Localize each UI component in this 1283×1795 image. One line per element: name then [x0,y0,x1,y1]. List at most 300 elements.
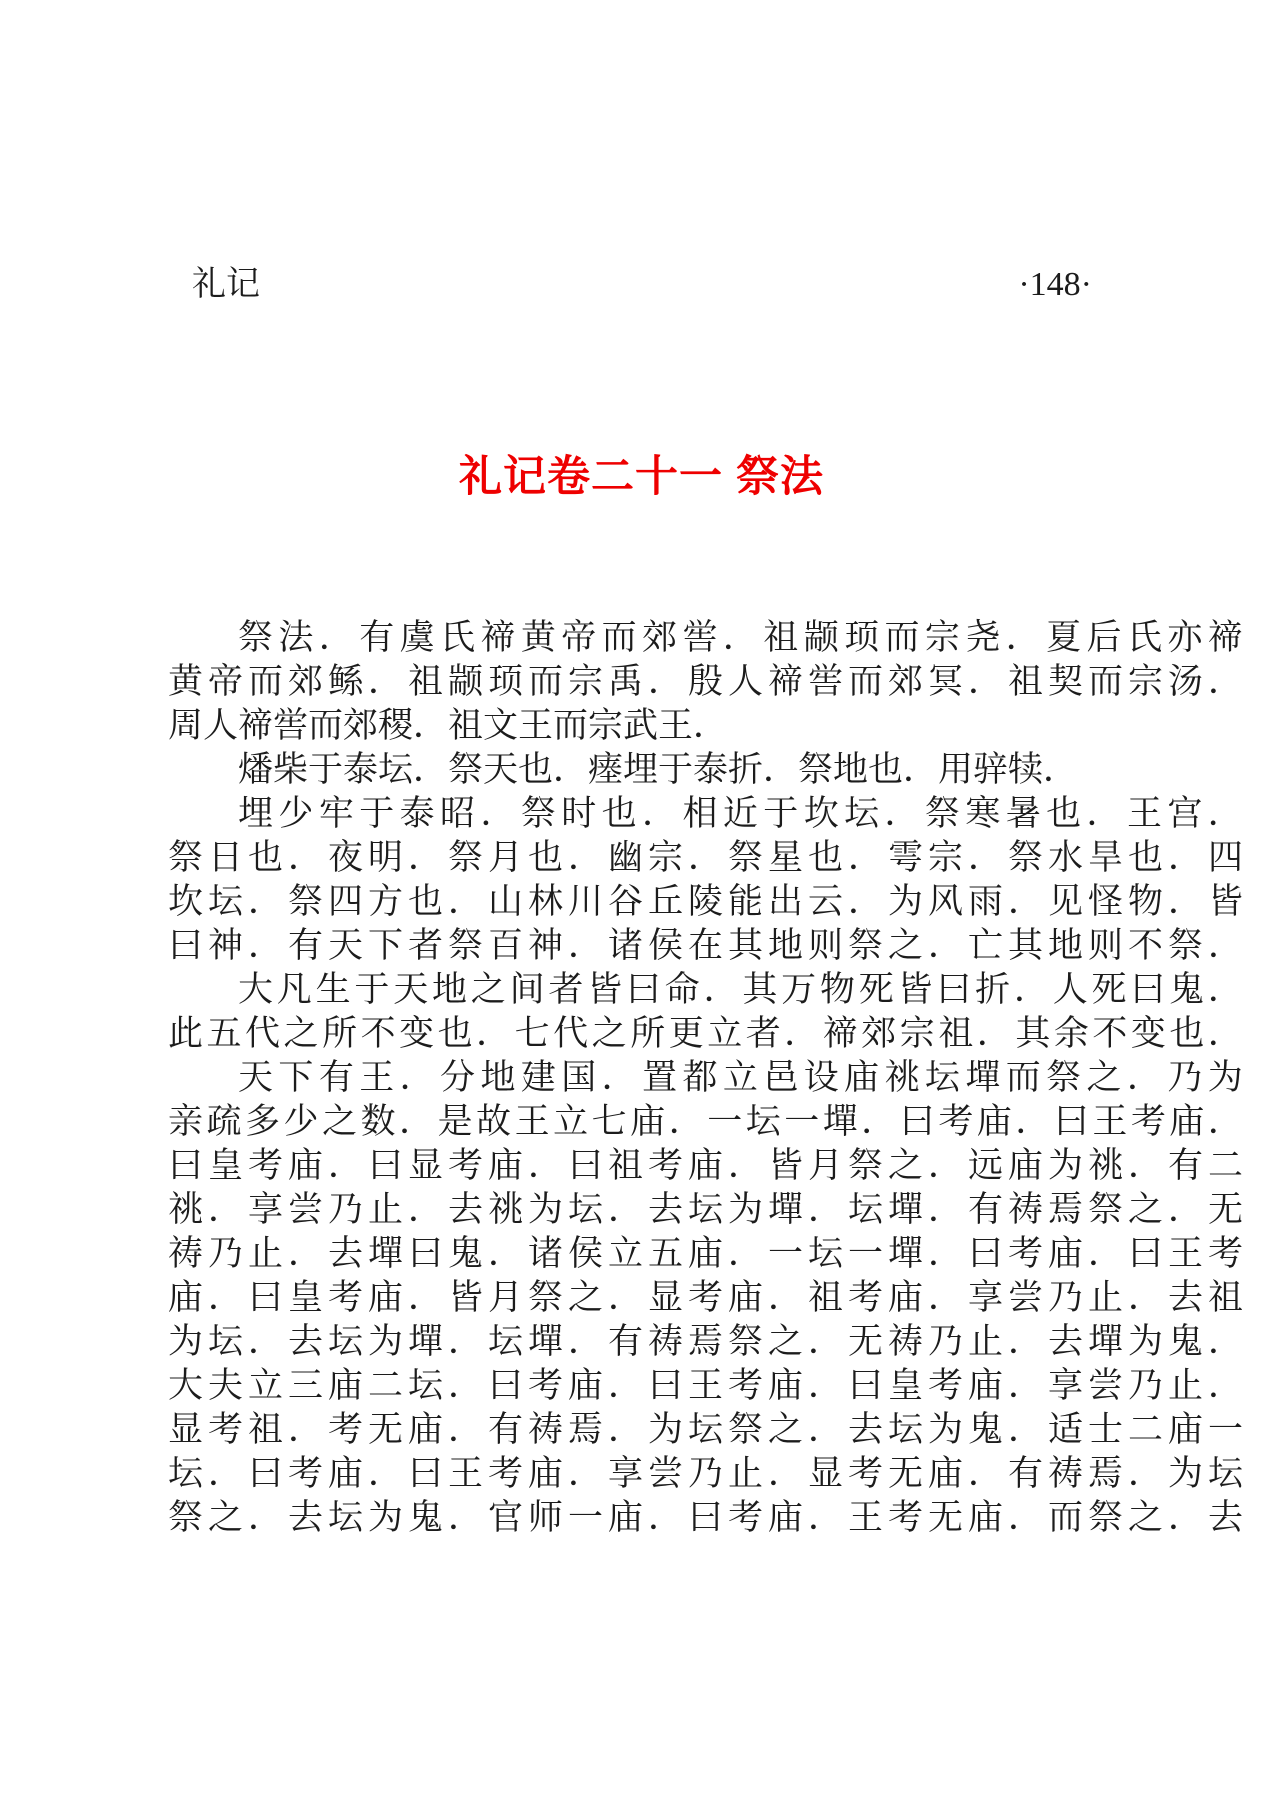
character-cell: 祖 [448,706,484,745]
character-cell: 曰 [968,1234,1004,1273]
character-cell: 墠 [822,1102,858,1141]
character-cell: ． [848,882,884,921]
character-cell: ． [861,1102,897,1141]
character-cell: ． [248,1322,284,1361]
character-cell: 喾 [808,662,844,701]
character-cell: 皆 [587,970,623,1009]
character-cell: 下 [368,926,404,965]
character-cell: ． [1128,1278,1164,1317]
character-cell: 于 [354,970,390,1009]
character-cell: ． [903,750,939,789]
character-cell: 而 [1005,1058,1041,1097]
character-cell: 止 [728,1454,764,1493]
character-cell: 王 [514,1102,550,1141]
character-cell: 为 [728,1190,764,1229]
character-cell: 相 [682,794,718,833]
character-cell: 于 [359,794,395,833]
character-cell: 不 [1092,1014,1128,1053]
character-cell: 去 [288,1498,324,1537]
text-line [168,924,1243,968]
text-line [168,1496,1243,1540]
character-cell: 鬼 [1169,970,1205,1009]
character-cell: ． [288,838,324,877]
character-cell: ． [1008,1366,1044,1405]
character-cell: 庙 [968,1498,1004,1537]
character-cell: 凡 [276,970,312,1009]
character-cell: 泰 [399,794,435,833]
character-cell: 庙 [568,1366,604,1405]
character-cell: 则 [808,926,844,965]
character-cell: ． [288,1410,324,1449]
character-cell: 颛 [803,618,839,657]
character-cell: 骍 [973,750,1009,789]
text-line [168,1364,1243,1408]
character-cell: 禹 [608,662,644,701]
text-line [168,660,1243,704]
character-cell: ． [722,618,758,657]
character-cell: 见 [1048,882,1084,921]
character-cell: 者 [745,1014,781,1053]
character-cell: 雩 [888,838,924,877]
character-cell: 王 [658,706,694,745]
character-cell: 曰 [248,1278,284,1317]
character-cell: ． [601,1058,637,1097]
character-cell: ． [648,1498,684,1537]
character-cell: ． [784,1014,820,1053]
character-cell: 享 [608,1454,644,1493]
text-line [168,1144,1243,1188]
character-cell: 有 [318,1058,354,1097]
character-cell: 瘗 [588,750,624,789]
character-cell: 祷 [888,1322,924,1361]
character-cell: ． [1128,1454,1164,1493]
character-cell: 考 [248,1146,284,1185]
character-cell: ． [413,706,449,745]
character-cell: 间 [509,970,545,1009]
character-cell: 都 [682,1058,718,1097]
character-cell: 人 [728,662,764,701]
character-cell: 远 [968,1146,1004,1185]
character-cell: ． [1208,1366,1243,1405]
character-cell: 乃 [688,1454,724,1493]
character-cell: 星 [768,838,804,877]
character-cell: 坛 [168,1454,204,1493]
character-cell: ． [1088,1234,1124,1273]
character-cell: 能 [728,882,764,921]
character-cell: ． [688,838,724,877]
character-cell: ． [1008,1322,1044,1361]
character-cell: 立 [553,1102,589,1141]
character-cell: ． [1005,618,1041,657]
character-cell: ． [808,1190,844,1229]
character-cell: 用 [938,750,974,789]
character-cell: 坛 [378,750,414,789]
character-cell: 坛 [408,1366,444,1405]
character-cell: 王 [518,706,554,745]
character-cell: ． [1208,1322,1243,1361]
character-cell: 帝 [208,662,244,701]
character-cell: 之 [283,1014,319,1053]
character-cell: 祭 [1008,838,1044,877]
character-cell: 庙 [408,1410,444,1449]
character-cell: 七 [514,1014,550,1053]
character-cell: 祭 [448,838,484,877]
character-cell: 时 [561,794,597,833]
character-cell: ． [608,1190,644,1229]
character-cell: 燔 [238,750,274,789]
character-cell: 殷 [688,662,724,701]
character-cell: 为 [1128,1322,1164,1361]
character-cell: 郊 [288,662,324,701]
character-cell: 祖 [1208,1278,1243,1317]
character-cell: 亡 [968,926,1004,965]
character-cell: ． [1207,794,1243,833]
character-cell: 皇 [208,1146,244,1185]
character-cell: 埋 [238,794,274,833]
character-cell: 人 [1052,970,1088,1009]
character-cell: 少 [283,1102,319,1141]
character-cell: 焉 [688,1322,724,1361]
character-cell: ． [328,1146,364,1185]
character-cell: 考 [728,1366,764,1405]
character-cell: ． [480,794,516,833]
character-cell: 折 [728,750,764,789]
character-cell: 坛 [1208,1454,1243,1493]
character-cell: 一 [784,1102,820,1141]
character-cell: 祷 [1008,1190,1044,1229]
character-cell: 祧 [1088,1146,1124,1185]
character-cell: 庙 [688,1234,724,1273]
character-cell: 之 [1128,1190,1164,1229]
character-cell: 曰 [899,1102,935,1141]
character-cell: 显 [408,1146,444,1185]
character-cell: ． [693,706,729,745]
character-cell: 冥 [928,662,964,701]
character-cell: 曰 [936,970,972,1009]
character-cell: 止 [368,1190,404,1229]
character-cell: 也 [1169,1014,1205,1053]
character-cell: 曰 [568,1146,604,1185]
character-cell: 考 [328,1410,364,1449]
character-cell: 五 [206,1014,242,1053]
character-cell: 祭 [168,1498,204,1537]
character-cell: 之 [888,1146,924,1185]
character-cell: 考 [288,1454,324,1493]
character-cell: 祭 [1046,1058,1082,1097]
character-cell: 立 [707,1014,743,1053]
character-cell: 而 [308,706,344,745]
character-cell: 帝 [561,618,597,657]
character-cell: 祧 [884,1058,920,1097]
character-cell: 幽 [608,838,644,877]
character-cell: 墠 [965,1058,1001,1097]
character-cell: 无 [368,1410,404,1449]
character-cell: 墠 [1088,1322,1124,1361]
character-cell: ． [568,926,604,965]
character-cell: ． [928,1190,964,1229]
character-cell: 疏 [206,1102,242,1141]
character-cell: 曰 [648,1366,684,1405]
character-cell: 庙 [488,1146,524,1185]
character-cell: 皆 [1208,882,1243,921]
character-cell: 也 [528,838,564,877]
character-cell: ． [608,1410,644,1449]
character-cell: 有 [1008,1454,1044,1493]
character-cell: 宗 [928,838,964,877]
character-cell: 祭 [1168,926,1204,965]
text-line [168,1452,1243,1496]
character-cell: 曰 [1128,1234,1164,1273]
character-cell: 其 [1015,1014,1051,1053]
character-cell: ． [208,1278,244,1317]
character-cell: 二 [368,1366,404,1405]
character-cell: 禘 [480,618,516,657]
character-cell: 庙 [728,1278,764,1317]
character-cell: 庙 [168,1278,204,1317]
character-cell: 王 [1092,1102,1128,1141]
character-cell: 风 [928,882,964,921]
character-cell: 地 [768,926,804,965]
character-cell: 祭 [848,926,884,965]
character-cell: 士 [1088,1410,1124,1449]
character-cell: 坎 [168,882,204,921]
character-cell: ． [768,1454,804,1493]
character-cell: 而 [601,618,637,657]
character-cell: 一 [707,1102,743,1141]
character-cell: 夏 [1046,618,1082,657]
character-cell: 而 [884,618,920,657]
character-cell: 乃 [328,1190,364,1229]
character-cell: 王 [1126,794,1162,833]
character-cell: 为 [888,882,924,921]
character-cell: 郊 [642,618,678,657]
character-cell: 而 [1048,1498,1084,1537]
character-cell: 有 [1168,1146,1204,1185]
character-cell: ． [968,662,1004,701]
character-cell: ． [1013,970,1049,1009]
character-cell: 鬼 [448,1234,484,1273]
character-cell: 日 [208,838,244,877]
character-cell: 有 [488,1410,524,1449]
character-cell: 山 [488,882,524,921]
character-cell: 黄 [520,618,556,657]
character-cell: ． [808,1410,844,1449]
character-cell: 坛 [844,794,880,833]
character-cell: 丘 [648,882,684,921]
character-cell: ． [568,1322,604,1361]
character-cell: 泰 [343,750,379,789]
character-cell: 曰 [688,1498,724,1537]
character-cell: 云 [808,882,844,921]
character-cell: 曰 [625,970,661,1009]
character-cell: 是 [437,1102,473,1141]
character-cell: 二 [1208,1146,1243,1185]
character-cell: 鬼 [968,1410,1004,1449]
character-cell: 人 [203,706,239,745]
character-cell: 喾 [273,706,309,745]
text-line [168,836,1243,880]
character-cell: ． [763,750,799,789]
character-cell: 祭 [728,1410,764,1449]
character-cell: 顼 [844,618,880,657]
character-cell: 后 [1086,618,1122,657]
character-cell: 坛 [568,1190,604,1229]
character-cell: 焉 [1048,1190,1084,1229]
character-cell: 王 [359,1058,395,1097]
character-cell: 墠 [528,1322,564,1361]
character-cell: 皆 [768,1146,804,1185]
character-cell: 有 [608,1322,644,1361]
character-cell: 坛 [924,1058,960,1097]
character-cell: 夜 [328,838,364,877]
character-cell: 乃 [1048,1278,1084,1317]
character-cell: 有 [968,1190,1004,1229]
character-cell: ． [848,838,884,877]
character-cell: 诸 [528,1234,564,1273]
text-line [168,1188,1243,1232]
character-cell: ． [928,1278,964,1317]
character-cell: 之 [322,1102,358,1141]
character-cell: 尝 [1088,1366,1124,1405]
character-cell: ． [288,1234,324,1273]
character-cell: 墠 [888,1190,924,1229]
character-cell: ． [608,1278,644,1317]
character-cell: 祭 [238,618,274,657]
character-cell: 诸 [608,926,644,965]
character-cell: 立 [608,1234,644,1273]
character-cell: 天 [238,1058,274,1097]
character-cell: 祖 [608,1146,644,1185]
character-cell: 庙 [844,1058,880,1097]
character-cell: 旱 [1088,838,1124,877]
character-cell: 物 [819,970,855,1009]
character-cell: 尝 [1008,1278,1044,1317]
text-line [168,616,1243,660]
character-cell: ． [248,1498,284,1537]
character-cell: 而 [248,662,284,701]
character-cell: 尝 [288,1190,324,1229]
character-cell: 禘 [768,662,804,701]
character-cell: 止 [968,1322,1004,1361]
character-cell: 所 [630,1014,666,1053]
character-cell: 庙 [328,1366,364,1405]
character-cell: 祭 [1088,1498,1124,1537]
character-cell: 为 [648,1410,684,1449]
character-cell: 氏 [440,618,476,657]
character-cell: 显 [808,1454,844,1493]
text-line [168,704,1243,748]
character-cell: ． [408,1278,444,1317]
character-cell: 为 [368,1322,404,1361]
character-cell: 考 [448,1146,484,1185]
character-cell: 无 [888,1454,924,1493]
character-cell: 王 [688,1366,724,1405]
character-cell: 昭 [440,794,476,833]
character-cell: 喾 [682,618,718,657]
character-cell: 故 [476,1102,512,1141]
character-cell: 变 [399,1014,435,1053]
character-cell: 七 [591,1102,627,1141]
character-cell: 祖 [408,662,444,701]
character-cell: 坛 [888,1410,924,1449]
character-cell: ． [928,1234,964,1273]
character-cell: 考 [1130,1102,1166,1141]
character-cell: 显 [168,1410,204,1449]
character-cell: 立 [248,1366,284,1405]
character-cell: 川 [568,882,604,921]
character-cell: 不 [1128,926,1164,965]
character-cell: 之 [768,1410,804,1449]
text-line [168,880,1243,924]
character-cell: ． [476,1014,512,1053]
character-cell: 邑 [763,1058,799,1097]
character-cell: ． [448,882,484,921]
character-cell: ． [1008,1410,1044,1449]
character-cell: ． [568,838,604,877]
character-cell: 三 [288,1366,324,1405]
character-cell: 鲧 [328,662,364,701]
character-cell: 变 [1130,1014,1166,1053]
character-cell: 坛 [688,1410,724,1449]
character-cell: 宗 [568,662,604,701]
character-cell: 庙 [288,1146,324,1185]
character-cell: ． [968,1454,1004,1493]
header-book-title: 礼记 [192,266,260,303]
character-cell: 一 [568,1498,604,1537]
character-cell: 考 [848,1278,884,1317]
character-cell: 也 [437,1014,473,1053]
character-cell: 命 [664,970,700,1009]
character-cell: 适 [1048,1410,1084,1449]
character-cell: 近 [722,794,758,833]
character-cell: 多 [245,1102,281,1141]
character-cell: 寒 [965,794,1001,833]
character-cell: 不 [360,1014,396,1053]
character-cell: 考 [1008,1234,1044,1273]
character-cell: 下 [278,1058,314,1097]
character-cell: 坛 [808,1234,844,1273]
character-cell: 曰 [368,1146,404,1185]
character-cell: 也 [1046,794,1082,833]
character-cell: 祖 [938,1014,974,1053]
character-cell: 显 [648,1278,684,1317]
text-line [168,1276,1243,1320]
character-cell: ． [368,1454,404,1493]
character-cell: 之 [470,970,506,1009]
character-cell: 建 [520,1058,556,1097]
character-cell: 止 [1168,1366,1204,1405]
character-cell: 天 [393,970,429,1009]
character-cell: 物 [1128,882,1164,921]
character-cell: 祷 [528,1410,564,1449]
character-cell: 明 [368,838,404,877]
character-cell: 其 [1008,926,1044,965]
character-cell: 考 [848,1454,884,1493]
character-cell: 去 [848,1410,884,1449]
character-cell: ． [1043,750,1079,789]
character-cell: 无 [848,1322,884,1361]
character-cell: 大 [238,970,274,1009]
character-cell: ． [448,1322,484,1361]
character-cell: 地 [480,1058,516,1097]
character-cell: ． [808,1498,844,1537]
character-cell: ． [642,794,678,833]
character-cell: ． [728,1146,764,1185]
character-cell: ． [248,882,284,921]
character-cell: 顼 [488,662,524,701]
character-cell: 享 [968,1278,1004,1317]
character-cell: 也 [248,838,284,877]
